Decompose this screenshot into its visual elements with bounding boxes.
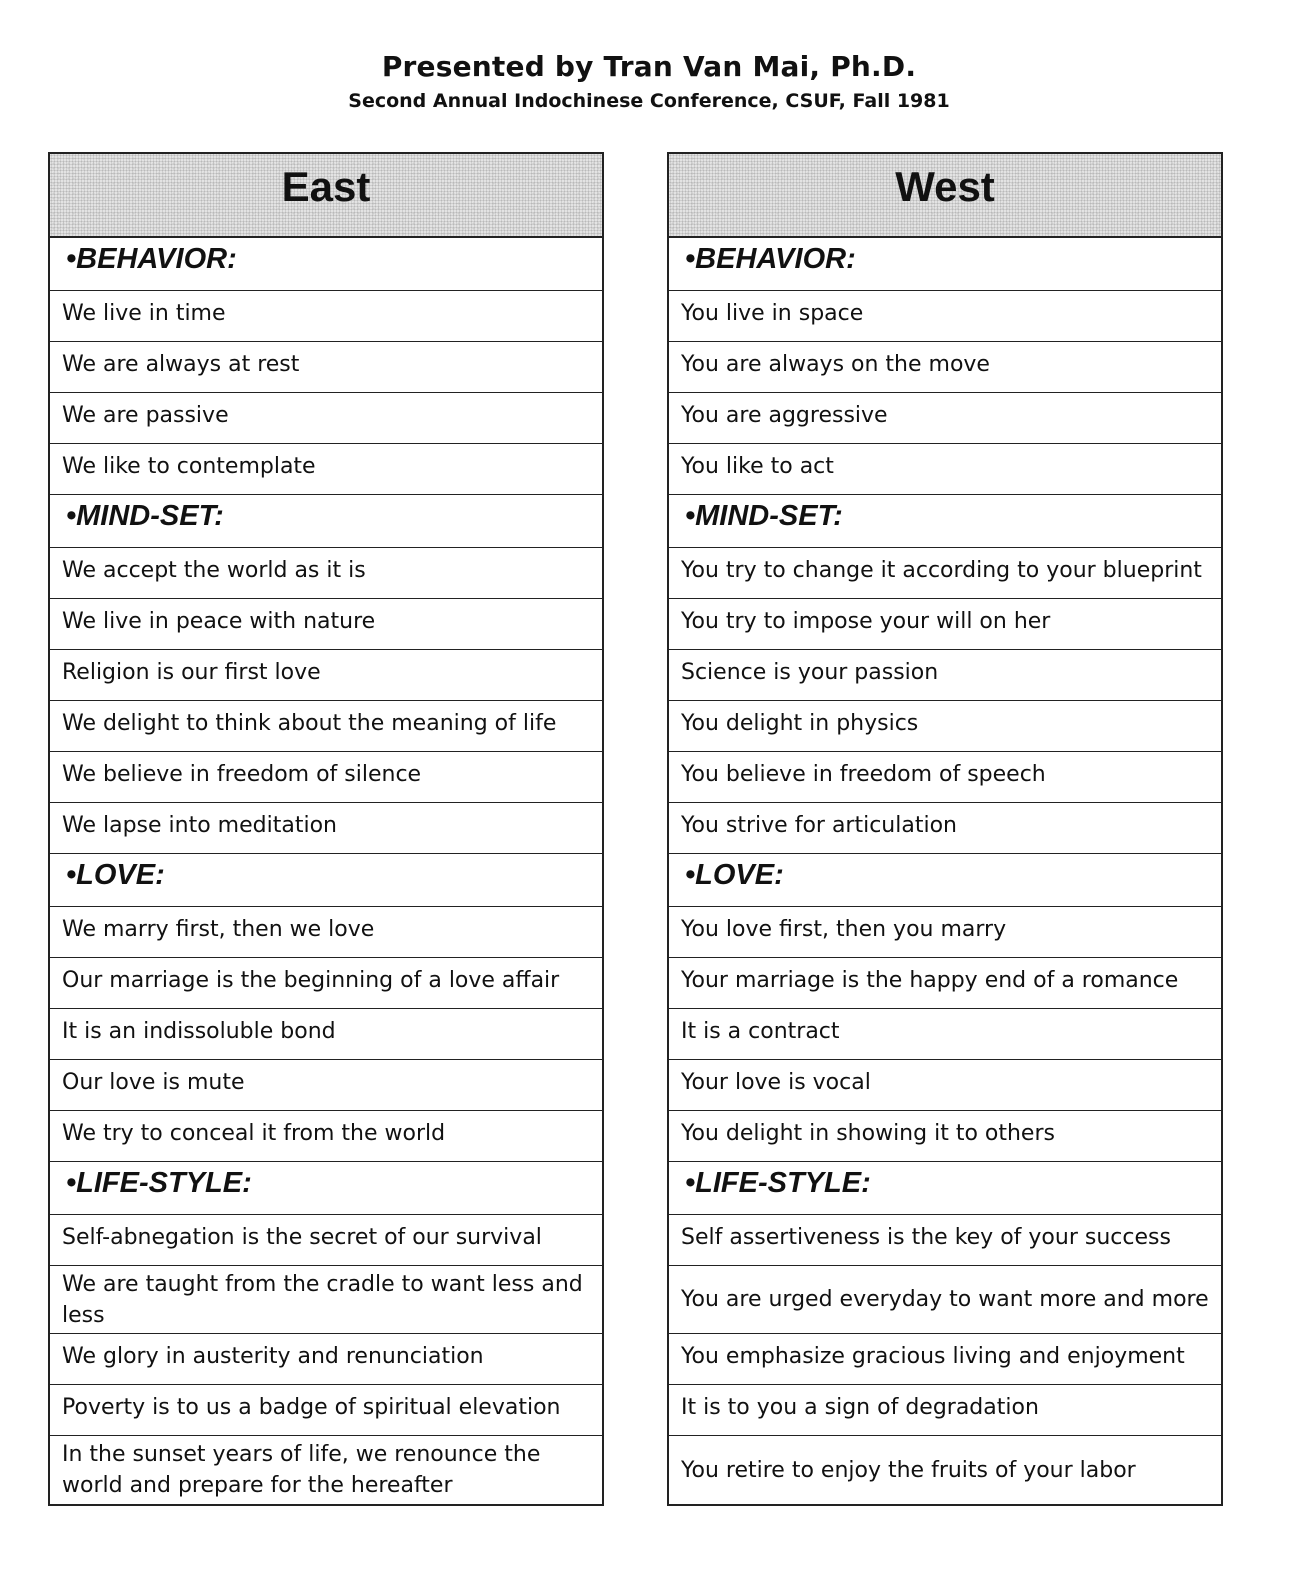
- table-row: [669, 1215, 1221, 1266]
- east-section-mindset: [50, 495, 602, 548]
- row-text: Self-abnegation is the secret of our survival: [62, 1224, 542, 1250]
- east-section-lifestyle: [50, 1162, 602, 1215]
- east-heading: East: [281, 163, 371, 210]
- table-row: [669, 1060, 1221, 1111]
- table-row: [50, 907, 602, 958]
- table-row: [50, 1436, 602, 1504]
- row-text: It is a contract: [681, 1018, 840, 1044]
- row-text: We accept the world as it is: [62, 557, 366, 583]
- table-row: [50, 701, 602, 752]
- table-row: [669, 803, 1221, 854]
- row-text: You delight in showing it to others: [681, 1120, 1055, 1146]
- section-label: •MIND-SET:: [66, 500, 224, 532]
- row-text: You live in space: [681, 300, 864, 326]
- west-section-mindset: [669, 495, 1221, 548]
- table-row: [50, 1111, 602, 1162]
- table-row: [669, 752, 1221, 803]
- west-section-love: [669, 854, 1221, 907]
- table-row: [50, 548, 602, 599]
- row-text: Science is your passion: [681, 659, 939, 685]
- table-row: [669, 548, 1221, 599]
- table-row: [669, 907, 1221, 958]
- table-row: [50, 1385, 602, 1436]
- section-label: •LOVE:: [66, 859, 165, 891]
- row-text: We glory in austerity and renunciation: [62, 1343, 484, 1369]
- row-text: Our marriage is the beginning of a love affair: [62, 967, 560, 993]
- section-label: •BEHAVIOR:: [66, 243, 237, 275]
- row-text: You retire to enjoy the fruits of your labor: [681, 1457, 1136, 1483]
- section-label: •LOVE:: [685, 859, 784, 891]
- document-subtitle: Second Annual Indochinese Conference, CSUF, Fall 1981: [348, 90, 950, 112]
- table-row: [50, 650, 602, 701]
- row-text: We delight to think about the meaning of life: [62, 710, 557, 736]
- row-text: Self assertiveness is the key of your success: [681, 1224, 1171, 1250]
- table-row: [669, 1334, 1221, 1385]
- row-text: Poverty is to us a badge of spiritual elevation: [62, 1394, 561, 1420]
- row-text: Your love is vocal: [681, 1069, 871, 1095]
- table-row: [669, 1385, 1221, 1436]
- row-text: We are passive: [62, 402, 229, 428]
- row-text: You delight in physics: [681, 710, 919, 736]
- row-text: We like to contemplate: [62, 453, 316, 479]
- row-text: You are aggressive: [681, 402, 888, 428]
- row-text: We lapse into meditation: [62, 812, 337, 838]
- table-row: [669, 701, 1221, 752]
- table-row: [50, 1266, 602, 1334]
- row-text: It is to you a sign of degradation: [681, 1394, 1039, 1420]
- table-row: [50, 752, 602, 803]
- row-text: In the sunset years of life, we renounce the world and prepare for the hereafter: [62, 1442, 541, 1498]
- table-row: [669, 599, 1221, 650]
- east-section-behavior: [50, 238, 602, 291]
- table-row: [50, 1215, 602, 1266]
- row-text: You like to act: [681, 453, 834, 479]
- document-title: Presented by Tran Van Mai, Ph.D.: [381, 50, 917, 83]
- table-row: [669, 958, 1221, 1009]
- row-text: You love first, then you marry: [681, 916, 1007, 942]
- row-text: We are always at rest: [62, 351, 300, 377]
- table-row: [50, 958, 602, 1009]
- row-text: You try to impose your will on her: [681, 608, 1051, 634]
- row-text: You try to change it according to your blueprint: [681, 557, 1202, 583]
- table-row: [50, 393, 602, 444]
- row-text: We live in time: [62, 300, 226, 326]
- table-row: [50, 1060, 602, 1111]
- row-text: Your marriage is the happy end of a romance: [681, 967, 1179, 993]
- west-heading: West: [895, 163, 995, 210]
- row-text: You are always on the move: [681, 351, 990, 377]
- west-column: [667, 152, 1223, 1506]
- row-text: Our love is mute: [62, 1069, 245, 1095]
- table-row: [50, 1334, 602, 1385]
- document-header: [0, 48, 1298, 114]
- table-row: [669, 393, 1221, 444]
- row-text: You emphasize gracious living and enjoyment: [681, 1343, 1185, 1369]
- section-label: •BEHAVIOR:: [685, 243, 856, 275]
- row-text: Religion is our first love: [62, 659, 321, 685]
- table-row: [669, 1266, 1221, 1334]
- table-row: [669, 650, 1221, 701]
- table-row: [50, 803, 602, 854]
- east-section-love: [50, 854, 602, 907]
- east-heading-cell: [50, 154, 602, 238]
- table-row: [50, 291, 602, 342]
- west-section-behavior: [669, 238, 1221, 291]
- table-row: [50, 444, 602, 495]
- row-text: We believe in freedom of silence: [62, 761, 422, 787]
- section-label: •LIFE-STYLE:: [685, 1167, 871, 1199]
- east-column: [48, 152, 604, 1506]
- row-text: We marry first, then we love: [62, 916, 375, 942]
- table-row: [669, 342, 1221, 393]
- table-row: [50, 342, 602, 393]
- row-text: We try to conceal it from the world: [62, 1120, 446, 1146]
- table-row: [669, 444, 1221, 495]
- west-section-lifestyle: [669, 1162, 1221, 1215]
- table-row: [669, 291, 1221, 342]
- row-text: We are taught from the cradle to want less and less: [62, 1271, 583, 1328]
- row-text: We live in peace with nature: [62, 608, 376, 634]
- west-heading-cell: [669, 154, 1221, 238]
- table-row: [50, 599, 602, 650]
- row-text: It is an indissoluble bond: [62, 1018, 336, 1044]
- table-row: [50, 1009, 602, 1060]
- section-label: •LIFE-STYLE:: [66, 1167, 252, 1199]
- row-text: You strive for articulation: [681, 812, 957, 838]
- row-text: You are urged everyday to want more and more: [681, 1287, 1209, 1312]
- row-text: You believe in freedom of speech: [681, 761, 1046, 787]
- table-row: [669, 1009, 1221, 1060]
- table-row: [669, 1111, 1221, 1162]
- table-row: [669, 1436, 1221, 1504]
- section-label: •MIND-SET:: [685, 500, 843, 532]
